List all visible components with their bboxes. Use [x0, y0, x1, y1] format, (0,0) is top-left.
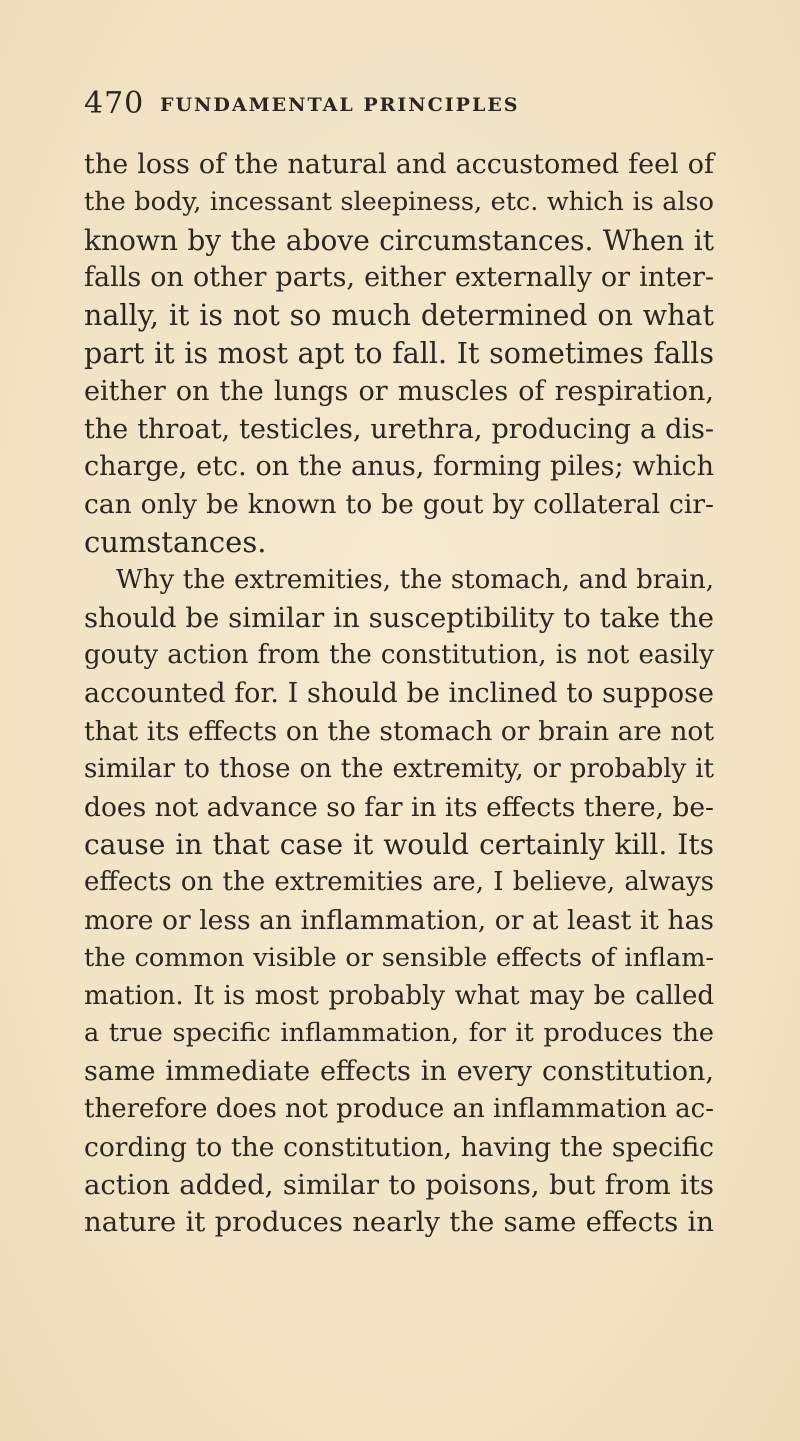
- text-line: accounted for. I should be inclined to suppose: [84, 678, 714, 710]
- text-line: falls on other parts, either externally or inter-: [84, 262, 714, 294]
- text-line: the loss of the natural and accustomed feel of: [84, 149, 714, 180]
- text-line: does not advance so far in its effects there, be-: [84, 791, 714, 823]
- text-line: part it is most apt to fall. It sometimes falls: [84, 336, 714, 370]
- running-title: FUNDAMENTAL PRINCIPLES: [160, 94, 520, 116]
- text-line: that its effects on the stomach or brain are not: [84, 715, 714, 747]
- text-line: same immediate effects in every constitution,: [84, 1056, 714, 1088]
- text-line: cumstances.: [84, 524, 267, 559]
- text-line: a true specific inflammation, for it produces the: [84, 1018, 714, 1049]
- text-line: can only be known to be gout by collateral cir-: [84, 489, 714, 521]
- text-line: charge, etc. on the anus, forming piles; which: [84, 451, 714, 483]
- text-line: should be similar in susceptibility to take the: [84, 601, 714, 634]
- text-line: similar to those on the extremity, or probably it: [84, 753, 714, 784]
- text-line: therefore does not produce an inflammation ac-: [84, 1093, 714, 1124]
- paragraph-start-line: Why the extremities, the stomach, and brain,: [116, 564, 714, 595]
- text-line: the common visible or sensible effects of inflam-: [84, 942, 714, 973]
- text-line: mation. It is most probably what may be called: [84, 980, 714, 1011]
- text-line: nature it produces nearly the same effects in: [84, 1206, 714, 1239]
- text-line: either on the lungs or muscles of respiration,: [84, 375, 714, 407]
- page-number: 470: [84, 86, 145, 121]
- running-head: [84, 84, 724, 124]
- text-line: more or less an inflammation, or at least it has: [84, 904, 714, 936]
- text-line: effects on the extremities are, I believe, always: [84, 867, 714, 898]
- text-line: the body, incessant sleepiness, etc. which is also: [84, 186, 714, 217]
- body-text: [84, 146, 714, 1242]
- text-line: the throat, testicles, urethra, producing a dis-: [84, 413, 714, 445]
- text-line: nally, it is not so much determined on what: [84, 299, 714, 333]
- text-line: cording to the constitution, having the specific: [84, 1131, 714, 1163]
- text-line: known by the above circumstances. When it: [84, 223, 714, 257]
- text-line: gouty action from the constitution, is not easily: [84, 640, 714, 671]
- text-line: cause in that case it would certainly kill. Its: [84, 828, 714, 862]
- text-line: action added, similar to poisons, but from its: [84, 1168, 714, 1201]
